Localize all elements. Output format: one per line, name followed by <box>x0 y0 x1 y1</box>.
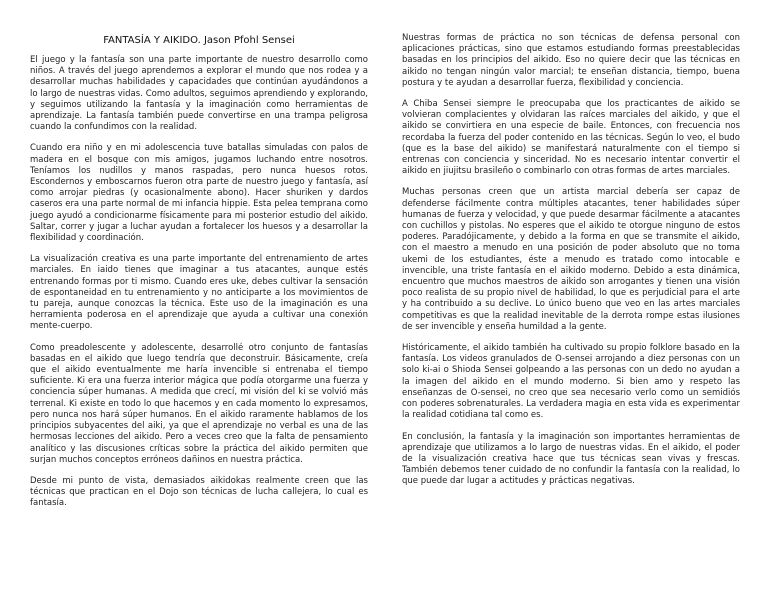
paragraph: Históricamente, el aikido también ha cultivado su propio folklore basado en la fantasía. Los videos granulados de O-sensei arrojando a diez personas con un solo ki-ai o Shioda Sensei golpeando a las personas con un dedo no ayudan a la imagen del aikido en el mundo moderno. Si bien amo y respeto las enseñanzas de O-sensei, no creo que sea necesario verlo como un semidiós con poderes sobrenaturales. La verdadera magia en esta vida es experimentar la realidad cotidiana tal como es. <box>402 343 740 421</box>
document-title: FANTASÍA Y AIKIDO. Jason Pfohl Sensei <box>103 35 295 46</box>
right-column <box>402 33 740 498</box>
paragraph: A Chiba Sensei siempre le preocupaba que los practicantes de aikido se volvieran complacientes y olvidaran las raíces marciales del aikido, y que el aikido se convirtiera en una especie de baile. Entonces, con frecuencia nos recordaba la fuerza del poder contenido en las técnicas. Según lo veo, el budo (que es la base del aikido) se manifestará naturalmente con el tiempo si entrenas con conciencia y sinceridad. No es necesario intentar convertir el aikido en jiujitsu brasileño o combinarlo con otras formas de artes marciales. <box>402 99 740 177</box>
paragraph: La visualización creativa es una parte importante del entrenamiento de artes marciales. En iaido tienes que imaginar a tus atacantes, aunque estés entrenando formas por ti mismo. Cuando eres uke, debes cultivar la sensación de espontaneidad en tu entrenamiento y no anticiparte a los movimientos de tu pareja, aunque conozcas la técnica. Este uso de la imaginación es una herramienta poderosa en el aprendizaje que ayuda a cultivar una conexión mente-cuerpo. <box>30 254 368 332</box>
paragraph: El juego y la fantasía son una parte importante de nuestro desarrollo como niños. A través del juego aprendemos a explorar el mundo que nos rodea y a desarrollar muchas habilidades y capacidades que continúan ayudándonos a lo largo de nuestras vidas. Como adultos, seguimos aprendiendo y explorando, y seguimos utilizando la fantasía y la imaginación como herramientas de aprendizaje. La fantasía también puede convertirse en una trampa peligrosa cuando la confundimos con la realidad. <box>30 55 368 133</box>
left-column <box>30 34 368 520</box>
paragraph: Nuestras formas de práctica no son técnicas de defensa personal con aplicaciones prácticas, sino que estamos estudiando formas preestablecidas basadas en los principios del aikido. Eso no quiere decir que las técnicas en aikido no tengan ningún valor marcial; te enseñan distancia, tiempo, buena postura y te ayudan a desarrollar fuerza, flexibilidad y conciencia. <box>402 33 740 88</box>
paragraph: Muchas personas creen que un artista marcial debería ser capaz de defenderse fácilmente contra múltiples atacantes, tener habilidades súper humanas de fuerza y velocidad, y que puede desarmar fácilmente a atacantes con cuchillos y pistolas. No esperes que el aikido te otorgue ninguno de estos poderes. Paradójicamente, y debido a la forma en que se transmite el aikido, con el maestro a menudo en una posición de poder absoluto que no toma ukemi de los estudiantes, éste a menudo es tratado como intocable e invencible, una triste fantasía en el aikido moderno. Debido a esta dinámica, encuentro que muchos maestros de aikido son arrogantes y tienen una visión poco realista de su propio nivel de habilidad, lo que es perjudicial para el arte y ha contribuido a su declive. Lo único bueno que veo en las artes marciales competitivas es que la realidad inevitable de la derrota rompe estas ilusiones de ser invencible y enseña humildad a la gente. <box>402 187 740 332</box>
paragraph: Como preadolescente y adolescente, desarrollé otro conjunto de fantasías basadas en el aikido que luego tendría que deconstruir. Básicamente, creía que el aikido eventualmente me haría invencible si entrenaba el tiempo suficiente. Ki era una fuerza interior mágica que podía otorgarme una fuerza y conciencia súper humanas. A medida que crecí, mi visión del ki se volvió más terrenal. Ki existe en todo lo que hacemos y en cada momento lo expresamos, pero nunca nos hará súper humanos. En el aikido raramente hablamos de los principios subyacentes del aiki, ya que el aprendizaje no verbal es una de las hermosas lecciones del aikido. Pero a veces creo que la falta de pensamiento analítico y las discusiones críticas sobre la práctica del aikido permiten que surjan muchos conceptos erróneos dañinos en nuestra práctica. <box>30 342 368 465</box>
paragraph: En conclusión, la fantasía y la imaginación son importantes herramientas de aprendizaje que utilizamos a lo largo de nuestras vidas. En el aikido, el poder de la visualización creativa hace que tus técnicas sean vivas y frescas. También debemos tener cuidado de no confundir la fantasía con la realidad, lo que puede dar lugar a actitudes y prácticas negativas. <box>402 431 740 487</box>
paragraph: Desde mi punto de vista, demasiados aikidokas realmente creen que las técnicas que practican en el Dojo son técnicas de lucha callejera, lo cual es fantasía. <box>30 475 368 509</box>
paragraph: Cuando era niño y en mi adolescencia tuve batallas simuladas con palos de madera en el bosque con mis amigos, jugamos luchando entre nosotros. Teníamos los nudillos y manos raspadas, pero nunca huesos rotos. Escondernos y emboscarnos fueron otra parte de nuestro juego y fantasía, así como arrojar piedras (y ocasionalmente abono). Hacer shuriken y dardos caseros era una parte normal de mi infancia hippie. Esta pelea temprana como juego ayudó a condicionarme físicamente para mi posterior estudio del aikido. Saltar, correr y jugar a luchar ayudan a fortalecer los huesos y a desarrollar la flexibilidad y coordinación. <box>30 143 368 244</box>
